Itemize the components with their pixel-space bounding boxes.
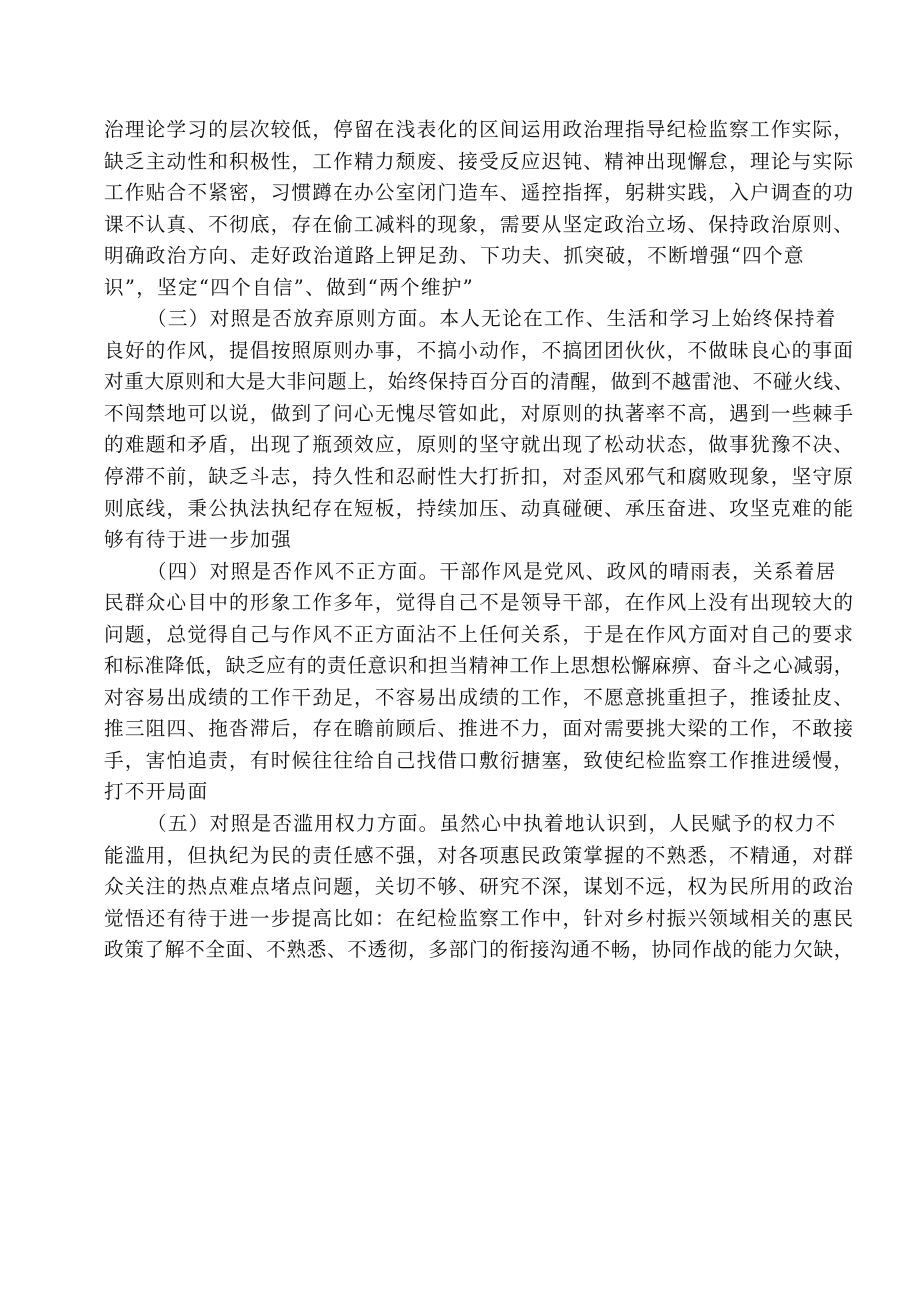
text-line: 众关注的热点难点堵点问题，关切不够、研究不深，谋划不远，权为民所用的政治 [104, 875, 855, 899]
text-line: 治理论学习的层次较低，停留在浅表化的区间运用政治理指导纪检监察工作实际， [104, 118, 855, 141]
text-line: 政策了解不全面、不熟悉、不透彻，多部门的衔接沟通不畅，协同作战的能力欠缺， [104, 938, 855, 962]
text-line: 能滥用，但执纪为民的责任感不强，对各项惠民政策掌握的不熟悉，不精通，对群 [104, 843, 855, 867]
text-line: 的难题和矛盾，出现了瓶颈效应，原则的坚守就出现了松动状态，做事犹豫不决、 [104, 433, 855, 457]
text-line: 民群众心目中的形象工作多年，觉得自己不是领导干部，在作风上没有出现较大的 [104, 591, 855, 615]
text-line: 和标准降低，缺乏应有的责任意识和担当精神工作上思想松懈麻痹、奋斗之心减弱， [104, 654, 855, 678]
text-line: 推三阻四、拖沓滞后，存在瞻前顾后、推进不力，面对需要挑大梁的工作，不敢接 [104, 717, 855, 741]
text-line: 手，害怕追责，有时候往往给自己找借口敷衍搪塞，致使纪检监察工作推进缓慢， [104, 748, 855, 772]
document-body [104, 114, 854, 966]
text-line: 对重大原则和大是大非问题上，始终保持百分百的清醒，做到不越雷池、不碰火线、 [104, 370, 855, 394]
paragraph-first-line: （五）对照是否滥用权力方面。虽然心中执着地认识到，人民赋予的权力不 [147, 812, 837, 836]
text-line: 课不认真、不彻底，存在偷工减料的现象，需要从坚定政治立场、保持政治原则、 [104, 212, 855, 236]
text-line: 觉悟还有待于进一步提高比如：在纪检监察工作中，针对乡村振兴领域相关的惠民 [104, 906, 855, 930]
text-line: 明确政治方向、走好政治道路上钾足劲、下功夫、抓突破，不断增强“四个意 [104, 244, 805, 268]
text-line: 打不开局面 [104, 780, 209, 804]
paragraph-first-line: （三）对照是否放弃原则方面。本人无论在工作、生活和学习上始终保持着 [147, 307, 837, 331]
text-line: 缺乏主动性和积极性，工作精力颓废、接受反应迟钝、精神出现懈怠，理论与实际 [104, 149, 855, 173]
text-line: 对容易出成绩的工作干劲足，不容易出成绩的工作，不愿意挑重担子，推诿扯皮、 [104, 685, 855, 709]
text-line: 识”，坚定“四个自信”、做到“两个维护” [104, 275, 474, 299]
text-line: 够有待于进一步加强 [104, 528, 293, 552]
paragraph-first-line: （四）对照是否作风不正方面。干部作风是党风、政风的晴雨表，关系着居 [147, 559, 837, 583]
text-line: 工作贴合不紧密，习惯蹲在办公室闭门造车、遥控指挥，躬耕实践，入户调查的功 [104, 181, 855, 205]
text-line: 问题，总觉得自己与作风不正方面沾不上任何关系，于是在作风方面对自己的要求 [104, 622, 855, 646]
text-line: 则底线，秉公执法执纪存在短板，持续加压、动真碰硬、承压奋进、攻坚克难的能 [104, 496, 855, 520]
text-line: 良好的作风，提倡按照原则办事，不搞小动作，不搞团团伙伙，不做昧良心的事面 [104, 338, 855, 362]
text-line: 不闯禁地可以说，做到了问心无愧尽管如此，对原则的执著率不高，遇到一些棘手 [104, 401, 855, 425]
text-line: 停滞不前，缺乏斗志，持久性和忍耐性大打折扣，对歪风邪气和腐败现象，坚守原 [104, 465, 855, 489]
